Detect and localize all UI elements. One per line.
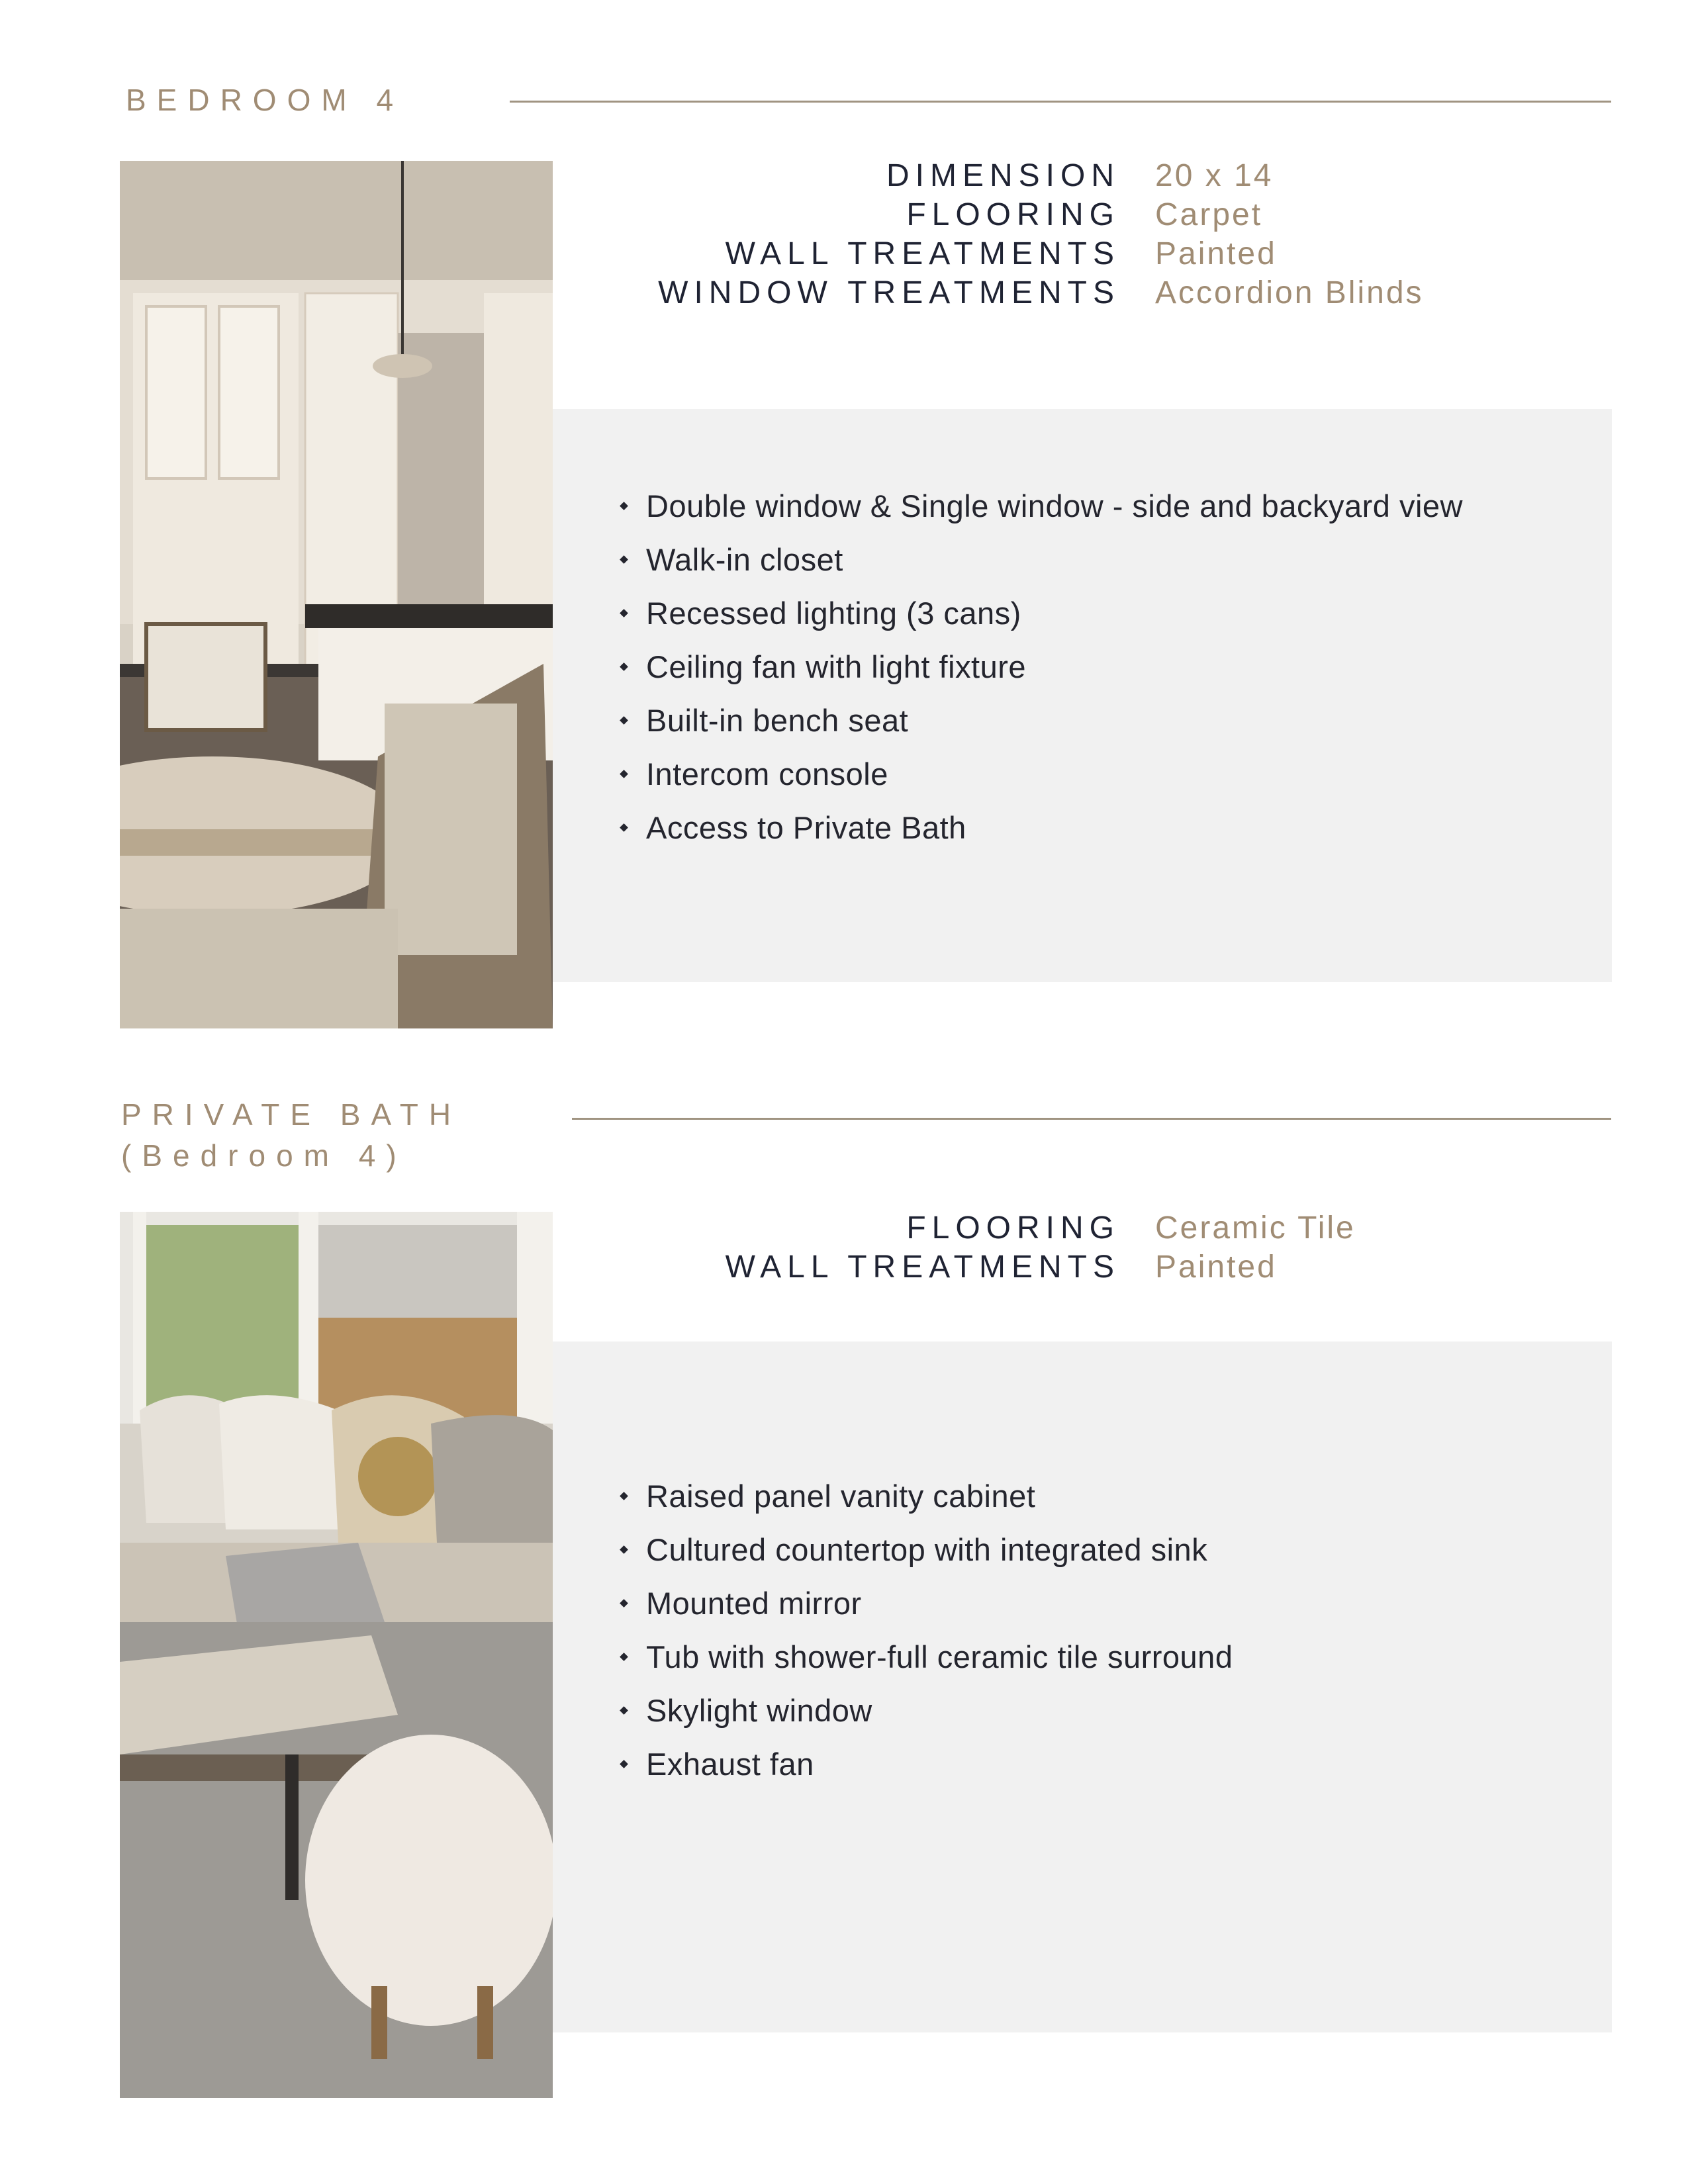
spec-label: WALL TREATMENTS bbox=[725, 1250, 1120, 1285]
list-item: Skylight window bbox=[621, 1684, 1233, 1737]
spec-label: WALL TREATMENTS bbox=[725, 236, 1120, 271]
living-room-photo bbox=[120, 1212, 553, 2098]
diamond-bullet-icon bbox=[620, 1492, 628, 1500]
spec-label: WINDOW TREATMENTS bbox=[658, 275, 1120, 310]
list-item: Mounted mirror bbox=[621, 1576, 1233, 1630]
spec-value: 20 x 14 bbox=[1155, 158, 1274, 193]
list-item: Raised panel vanity cabinet bbox=[621, 1469, 1233, 1523]
spec-row-flooring bbox=[0, 195, 1688, 234]
list-item: Walk-in closet bbox=[621, 533, 1463, 586]
spec-value: Accordion Blinds bbox=[1155, 275, 1424, 310]
diamond-bullet-icon bbox=[620, 609, 628, 617]
list-item: Exhaust fan bbox=[621, 1737, 1233, 1791]
diamond-bullet-icon bbox=[620, 1599, 628, 1608]
spec-label: FLOORING bbox=[906, 197, 1120, 232]
diamond-bullet-icon bbox=[620, 555, 628, 564]
spec-value: Carpet bbox=[1155, 197, 1263, 232]
spec-row-window-treatments bbox=[0, 273, 1688, 312]
spec-value: Ceramic Tile bbox=[1155, 1210, 1356, 1246]
diamond-bullet-icon bbox=[620, 662, 628, 671]
diamond-bullet-icon bbox=[620, 823, 628, 832]
diamond-bullet-icon bbox=[620, 1706, 628, 1715]
list-item: Ceiling fan with light fixture bbox=[621, 640, 1463, 694]
spec-value: Painted bbox=[1155, 236, 1277, 271]
spec-row-wall-treatments bbox=[0, 1248, 1688, 1287]
section-title-private-bath: PRIVATE BATH (Bedroom 4) bbox=[121, 1097, 462, 1173]
spec-row-wall-treatments bbox=[0, 234, 1688, 273]
diamond-bullet-icon bbox=[620, 1653, 628, 1661]
list-item: Intercom console bbox=[621, 747, 1463, 801]
diamond-bullet-icon bbox=[620, 716, 628, 725]
spec-row-dimension bbox=[0, 156, 1688, 195]
diamond-bullet-icon bbox=[620, 770, 628, 778]
section-title-bedroom: BEDROOM 4 bbox=[126, 83, 404, 117]
list-item: Double window & Single window - side and backyard view bbox=[621, 479, 1463, 533]
spec-value: Painted bbox=[1155, 1250, 1277, 1285]
diamond-bullet-icon bbox=[620, 502, 628, 510]
list-item: Tub with shower-full ceramic tile surround bbox=[621, 1630, 1233, 1684]
diamond-bullet-icon bbox=[620, 1545, 628, 1554]
list-item: Cultured countertop with integrated sink bbox=[621, 1523, 1233, 1576]
bath-specs bbox=[0, 1208, 1688, 1287]
spec-label: DIMENSION bbox=[886, 158, 1120, 193]
spec-row-flooring bbox=[0, 1208, 1688, 1248]
list-item: Built-in bench seat bbox=[621, 694, 1463, 747]
bedroom-features-list bbox=[621, 479, 1463, 854]
bedroom-specs bbox=[0, 156, 1688, 312]
list-item: Recessed lighting (3 cans) bbox=[621, 586, 1463, 640]
spec-label: FLOORING bbox=[906, 1210, 1120, 1246]
diamond-bullet-icon bbox=[620, 1760, 628, 1768]
bath-features-list bbox=[621, 1469, 1233, 1791]
section-divider bbox=[510, 101, 1611, 103]
list-item: Access to Private Bath bbox=[621, 801, 1463, 854]
section-divider bbox=[572, 1118, 1611, 1120]
